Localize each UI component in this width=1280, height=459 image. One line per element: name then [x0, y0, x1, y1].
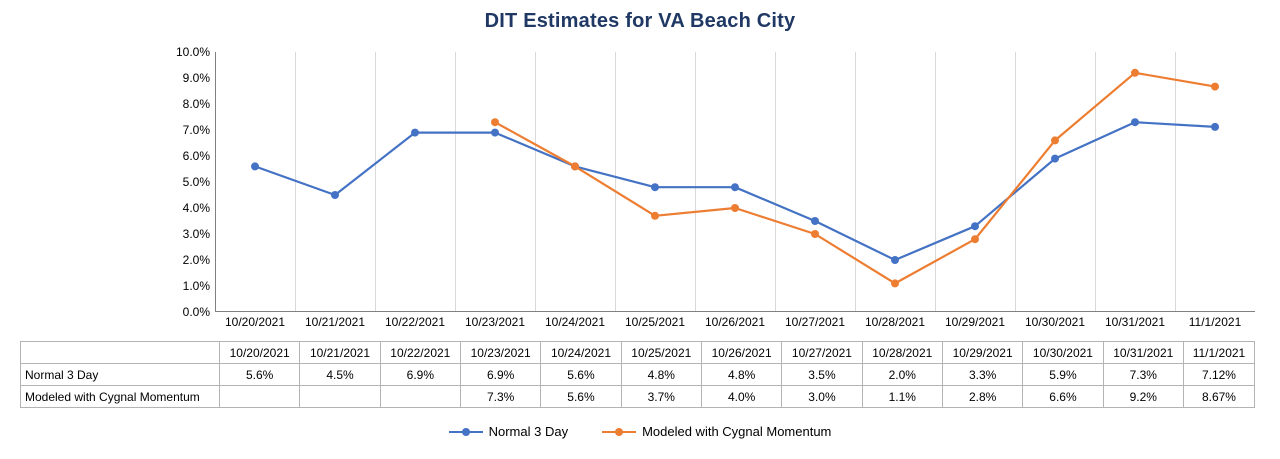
y-tick-label: 6.0%: [182, 149, 210, 163]
table-header-cell: 10/23/2021: [460, 342, 540, 364]
series-point: [491, 129, 499, 137]
x-axis-tick-labels: [215, 315, 1255, 337]
table-header-cell: 10/28/2021: [862, 342, 942, 364]
table-cell: 4.8%: [621, 364, 701, 386]
table-cell: 5.6%: [541, 386, 621, 408]
legend-swatch-icon: [449, 427, 483, 437]
legend-item[interactable]: [449, 424, 568, 439]
x-tick-label: 10/21/2021: [304, 315, 366, 329]
table-cell: 7.3%: [1103, 364, 1183, 386]
series-point: [731, 183, 739, 191]
table-cell: 5.6%: [541, 364, 621, 386]
y-tick-label: 4.0%: [182, 201, 210, 215]
y-tick-label: 1.0%: [182, 279, 210, 293]
table-cell: 5.6%: [220, 364, 300, 386]
table-header-cell: 10/24/2021: [541, 342, 621, 364]
series-point: [811, 230, 819, 238]
x-tick-label: 10/23/2021: [464, 315, 526, 329]
table-header-cell: 10/26/2021: [701, 342, 781, 364]
x-tick-label: 10/30/2021: [1024, 315, 1086, 329]
series-point: [891, 279, 899, 287]
table-row-label: Normal 3 Day: [21, 364, 220, 386]
y-tick-label: 0.0%: [182, 305, 210, 319]
data-table: [20, 341, 1255, 408]
table-cell: 3.0%: [782, 386, 862, 408]
legend-item[interactable]: [602, 424, 831, 439]
series-point: [571, 162, 579, 170]
table-header-cell: 10/25/2021: [621, 342, 701, 364]
table-header-cell: 10/30/2021: [1023, 342, 1103, 364]
table-row: [21, 364, 1255, 386]
x-tick-label: 10/24/2021: [544, 315, 606, 329]
series-point: [331, 191, 339, 199]
y-tick-label: 10.0%: [175, 45, 210, 59]
x-tick-label: 10/25/2021: [624, 315, 686, 329]
table-cell: 6.9%: [460, 364, 540, 386]
table-header-cell: 10/20/2021: [220, 342, 300, 364]
table-header-row: [21, 342, 1255, 364]
table-header-cell: 10/22/2021: [380, 342, 460, 364]
x-tick-label: 10/31/2021: [1104, 315, 1166, 329]
table-cell: 3.5%: [782, 364, 862, 386]
table-row: [21, 386, 1255, 408]
table-cell: 1.1%: [862, 386, 942, 408]
table-header-cell: 10/29/2021: [942, 342, 1022, 364]
plot-area: [215, 52, 1255, 312]
table-cell: 8.67%: [1183, 386, 1254, 408]
table-cell: [220, 386, 300, 408]
y-tick-label: 8.0%: [182, 97, 210, 111]
legend-label: Normal 3 Day: [488, 424, 569, 439]
table-cell: 2.8%: [942, 386, 1022, 408]
series-point: [1051, 136, 1059, 144]
table-header-cell: 10/21/2021: [300, 342, 380, 364]
x-tick-label: 10/28/2021: [864, 315, 926, 329]
series-point: [891, 256, 899, 264]
table-corner-cell: [21, 342, 220, 364]
series-point: [971, 235, 979, 243]
table-cell: 5.9%: [1023, 364, 1103, 386]
x-tick-label: 10/22/2021: [384, 315, 446, 329]
y-tick-label: 5.0%: [182, 175, 210, 189]
table-cell: 6.9%: [380, 364, 460, 386]
series-point: [651, 212, 659, 220]
table-header-cell: 10/31/2021: [1103, 342, 1183, 364]
chart-legend: [0, 424, 1280, 439]
y-tick-label: 7.0%: [182, 123, 210, 137]
y-tick-label: 2.0%: [182, 253, 210, 267]
x-tick-label: 10/29/2021: [944, 315, 1006, 329]
series-point: [1131, 69, 1139, 77]
series-point: [411, 129, 419, 137]
series-point: [491, 118, 499, 126]
table-cell: 4.8%: [701, 364, 781, 386]
series-point: [1211, 83, 1219, 91]
table-cell: 2.0%: [862, 364, 942, 386]
series-lines: [215, 52, 1255, 312]
series-point: [251, 162, 259, 170]
series-point: [731, 204, 739, 212]
x-tick-label: 11/1/2021: [1188, 315, 1242, 329]
table-cell: 4.0%: [701, 386, 781, 408]
series-point: [1051, 155, 1059, 163]
table-row-label: Modeled with Cygnal Momentum: [21, 386, 220, 408]
series-point: [971, 222, 979, 230]
series-point: [1131, 118, 1139, 126]
table-cell: 3.7%: [621, 386, 701, 408]
table-cell: 6.6%: [1023, 386, 1103, 408]
table-header-cell: 10/27/2021: [782, 342, 862, 364]
series-point: [811, 217, 819, 225]
table-header-cell: 11/1/2021: [1183, 342, 1254, 364]
chart-title: DIT Estimates for VA Beach City: [484, 10, 796, 32]
table-cell: 7.12%: [1183, 364, 1254, 386]
y-tick-label: 9.0%: [182, 71, 210, 85]
series-point: [1211, 123, 1219, 131]
y-tick-label: 3.0%: [182, 227, 210, 241]
table-cell: [380, 386, 460, 408]
series-line: [495, 73, 1215, 284]
table-cell: [300, 386, 380, 408]
x-tick-label: 10/26/2021: [704, 315, 766, 329]
legend-label: Modeled with Cygnal Momentum: [642, 424, 832, 439]
table-cell: 7.3%: [460, 386, 540, 408]
series-point: [651, 183, 659, 191]
table-cell: 9.2%: [1103, 386, 1183, 408]
table-cell: 3.3%: [942, 364, 1022, 386]
x-tick-label: 10/27/2021: [784, 315, 846, 329]
table-cell: 4.5%: [300, 364, 380, 386]
y-axis-tick-labels: [150, 45, 210, 320]
x-tick-label: 10/20/2021: [224, 315, 286, 329]
legend-swatch-icon: [602, 427, 636, 437]
